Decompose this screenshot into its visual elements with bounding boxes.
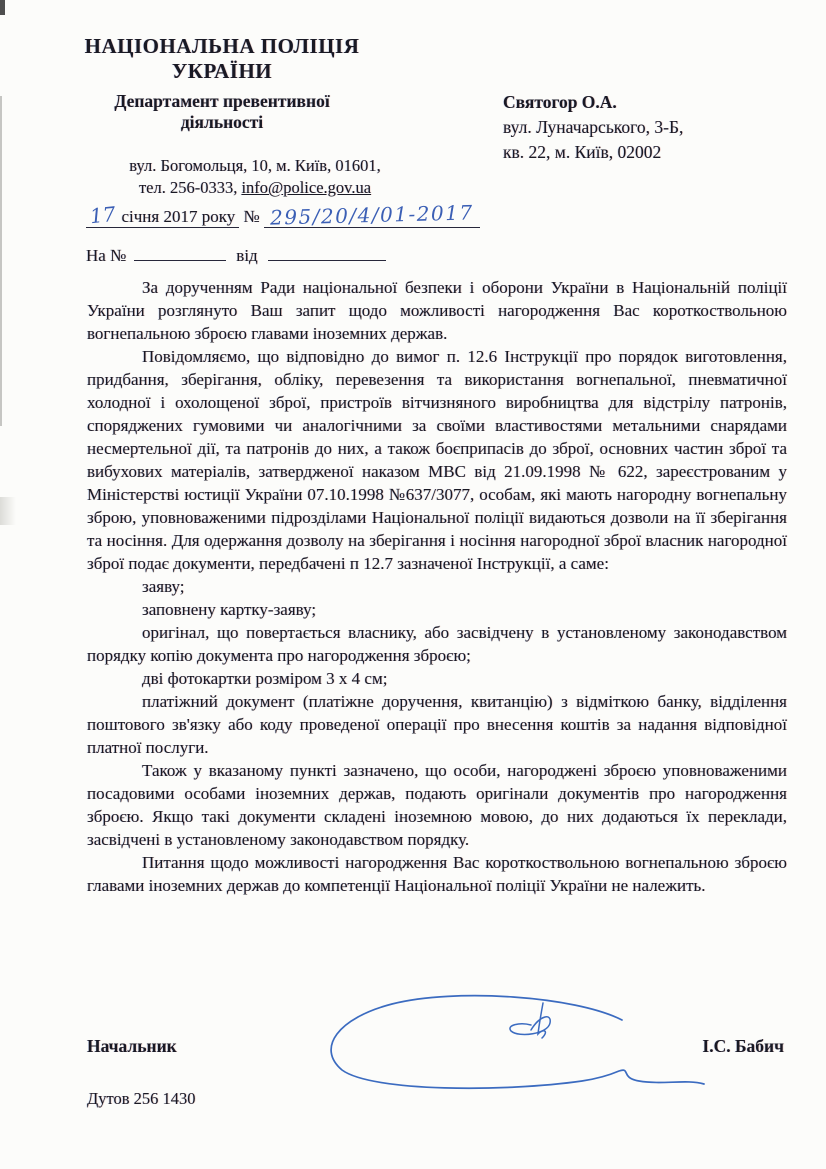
body-paragraph: Питання щодо можливості нагородження Вас короткоствольною вогнепальною зброєю главами іноземних держав до компетенції Національної поліції України не належить. — [87, 853, 787, 895]
phone-email-line — [55, 177, 455, 199]
letter-body — [87, 276, 787, 897]
reference-number-line — [86, 246, 386, 266]
scan-artifact-corner — [0, 0, 5, 15]
org-address-block — [55, 155, 455, 199]
recipient-address-line2: кв. 22, м. Київ, 02002 — [503, 142, 662, 162]
org-department: Департамент превентивної діяльності — [114, 91, 330, 132]
body-paragraph: Також у вказаному пункті зазначено, що особи, нагороджені зброєю уповноваженими посадовими особами іноземних держав, подають оригінали документів про нагородження зброєю. Якщо такі документи складені іноземною мовою, до них додаються їх переклади, засвідчені в установленому законодавством порядку. — [87, 761, 787, 849]
na-label: На № — [86, 246, 127, 265]
recipient-address-line1: вул. Луначарського, 3-Б, — [503, 117, 684, 137]
scan-artifact-left-edge — [0, 96, 2, 426]
blank-field-date — [268, 246, 386, 261]
body-paragraph: дві фотокартки розміром 3 х 4 см; — [142, 669, 388, 688]
blank-field-number — [134, 246, 226, 261]
recipient-name: Святогор О.А. — [503, 92, 617, 112]
body-paragraph: оригінал, що повертається власнику, або засвідчену в установленому законодавством порядку копію документа про нагородження зброєю; — [87, 623, 787, 665]
body-paragraph: платіжний документ (платіжне доручення, квитанцію) з відміткою банку, відділення поштового зв'язку або коду проведеної операції про внесення коштів за надання відповідної платної послуги. — [87, 692, 787, 757]
handwritten-day: 17 — [88, 201, 117, 229]
vid-label: від — [236, 246, 258, 265]
outgoing-date-line — [86, 200, 480, 230]
body-paragraph: заповнену картку-заяву; — [142, 600, 317, 619]
number-sign: № — [243, 207, 260, 226]
executor-line: Дутов 256 1430 — [87, 1089, 196, 1108]
recipient-block — [503, 90, 683, 165]
phone-label: тел. 256-0333, — [138, 178, 242, 197]
signature-scribble — [300, 988, 720, 1108]
org-name-line2: УКРАЇНИ — [171, 59, 273, 83]
body-paragraph: За дорученням Ради національної безпеки і оборони України в Національній поліції України розглянуто Ваш запит щодо можливості нагородження Вас короткоствольною вогнепальною зброєю главами іноземних держав. — [87, 278, 787, 343]
handwritten-ref-number: 295/20/4/01-2017 — [269, 200, 474, 230]
signatory-name: І.С. Бабич — [702, 1036, 784, 1056]
org-address-line: вул. Богомольця, 10, м. Київ, 01601, — [129, 156, 381, 175]
body-paragraph: Повідомляємо, що відповідно до вимог п. 12.6 Інструкції про порядок виготовлення, придбання, зберігання, обліку, перевезення та використання вогнепальної, пневматичної холодної і охолощеної зброї, пристроїв вітчизняного виробництва для відстрілу патронів, споряджених гумовими чи аналогічними за своїми властивостями метальними снарядами несмертельної дії, та патронів до них, а також боєприпасів до зброї, основних частин зброї та вибухових матеріалів, затвердженої наказом МВС від 21.09.1998 № 622, зареєстрованим у Міністерстві юстиції України 07.10.1998 №637/3077, особам, які мають нагородну вогнепальну зброю, уповноваженими підрозділами Національної поліції видаються дозволи на її зберігання та носіння. Для одержання дозволу на зберігання і носіння нагородної зброї власник нагородної зброї подає документи, передбачені п 12.7 зазначеної Інструкції, а саме: — [87, 347, 787, 573]
org-name-line1: НАЦІОНАЛЬНА ПОЛІЦІЯ — [84, 34, 360, 58]
signature-title: Начальник — [87, 1036, 177, 1056]
typed-month-year: січня 2017 року — [121, 207, 236, 226]
letterhead — [22, 34, 422, 133]
scan-artifact-wedge — [0, 497, 16, 525]
email-link[interactable]: info@police.gov.ua — [241, 178, 372, 197]
body-paragraph: заяву; — [142, 577, 185, 596]
